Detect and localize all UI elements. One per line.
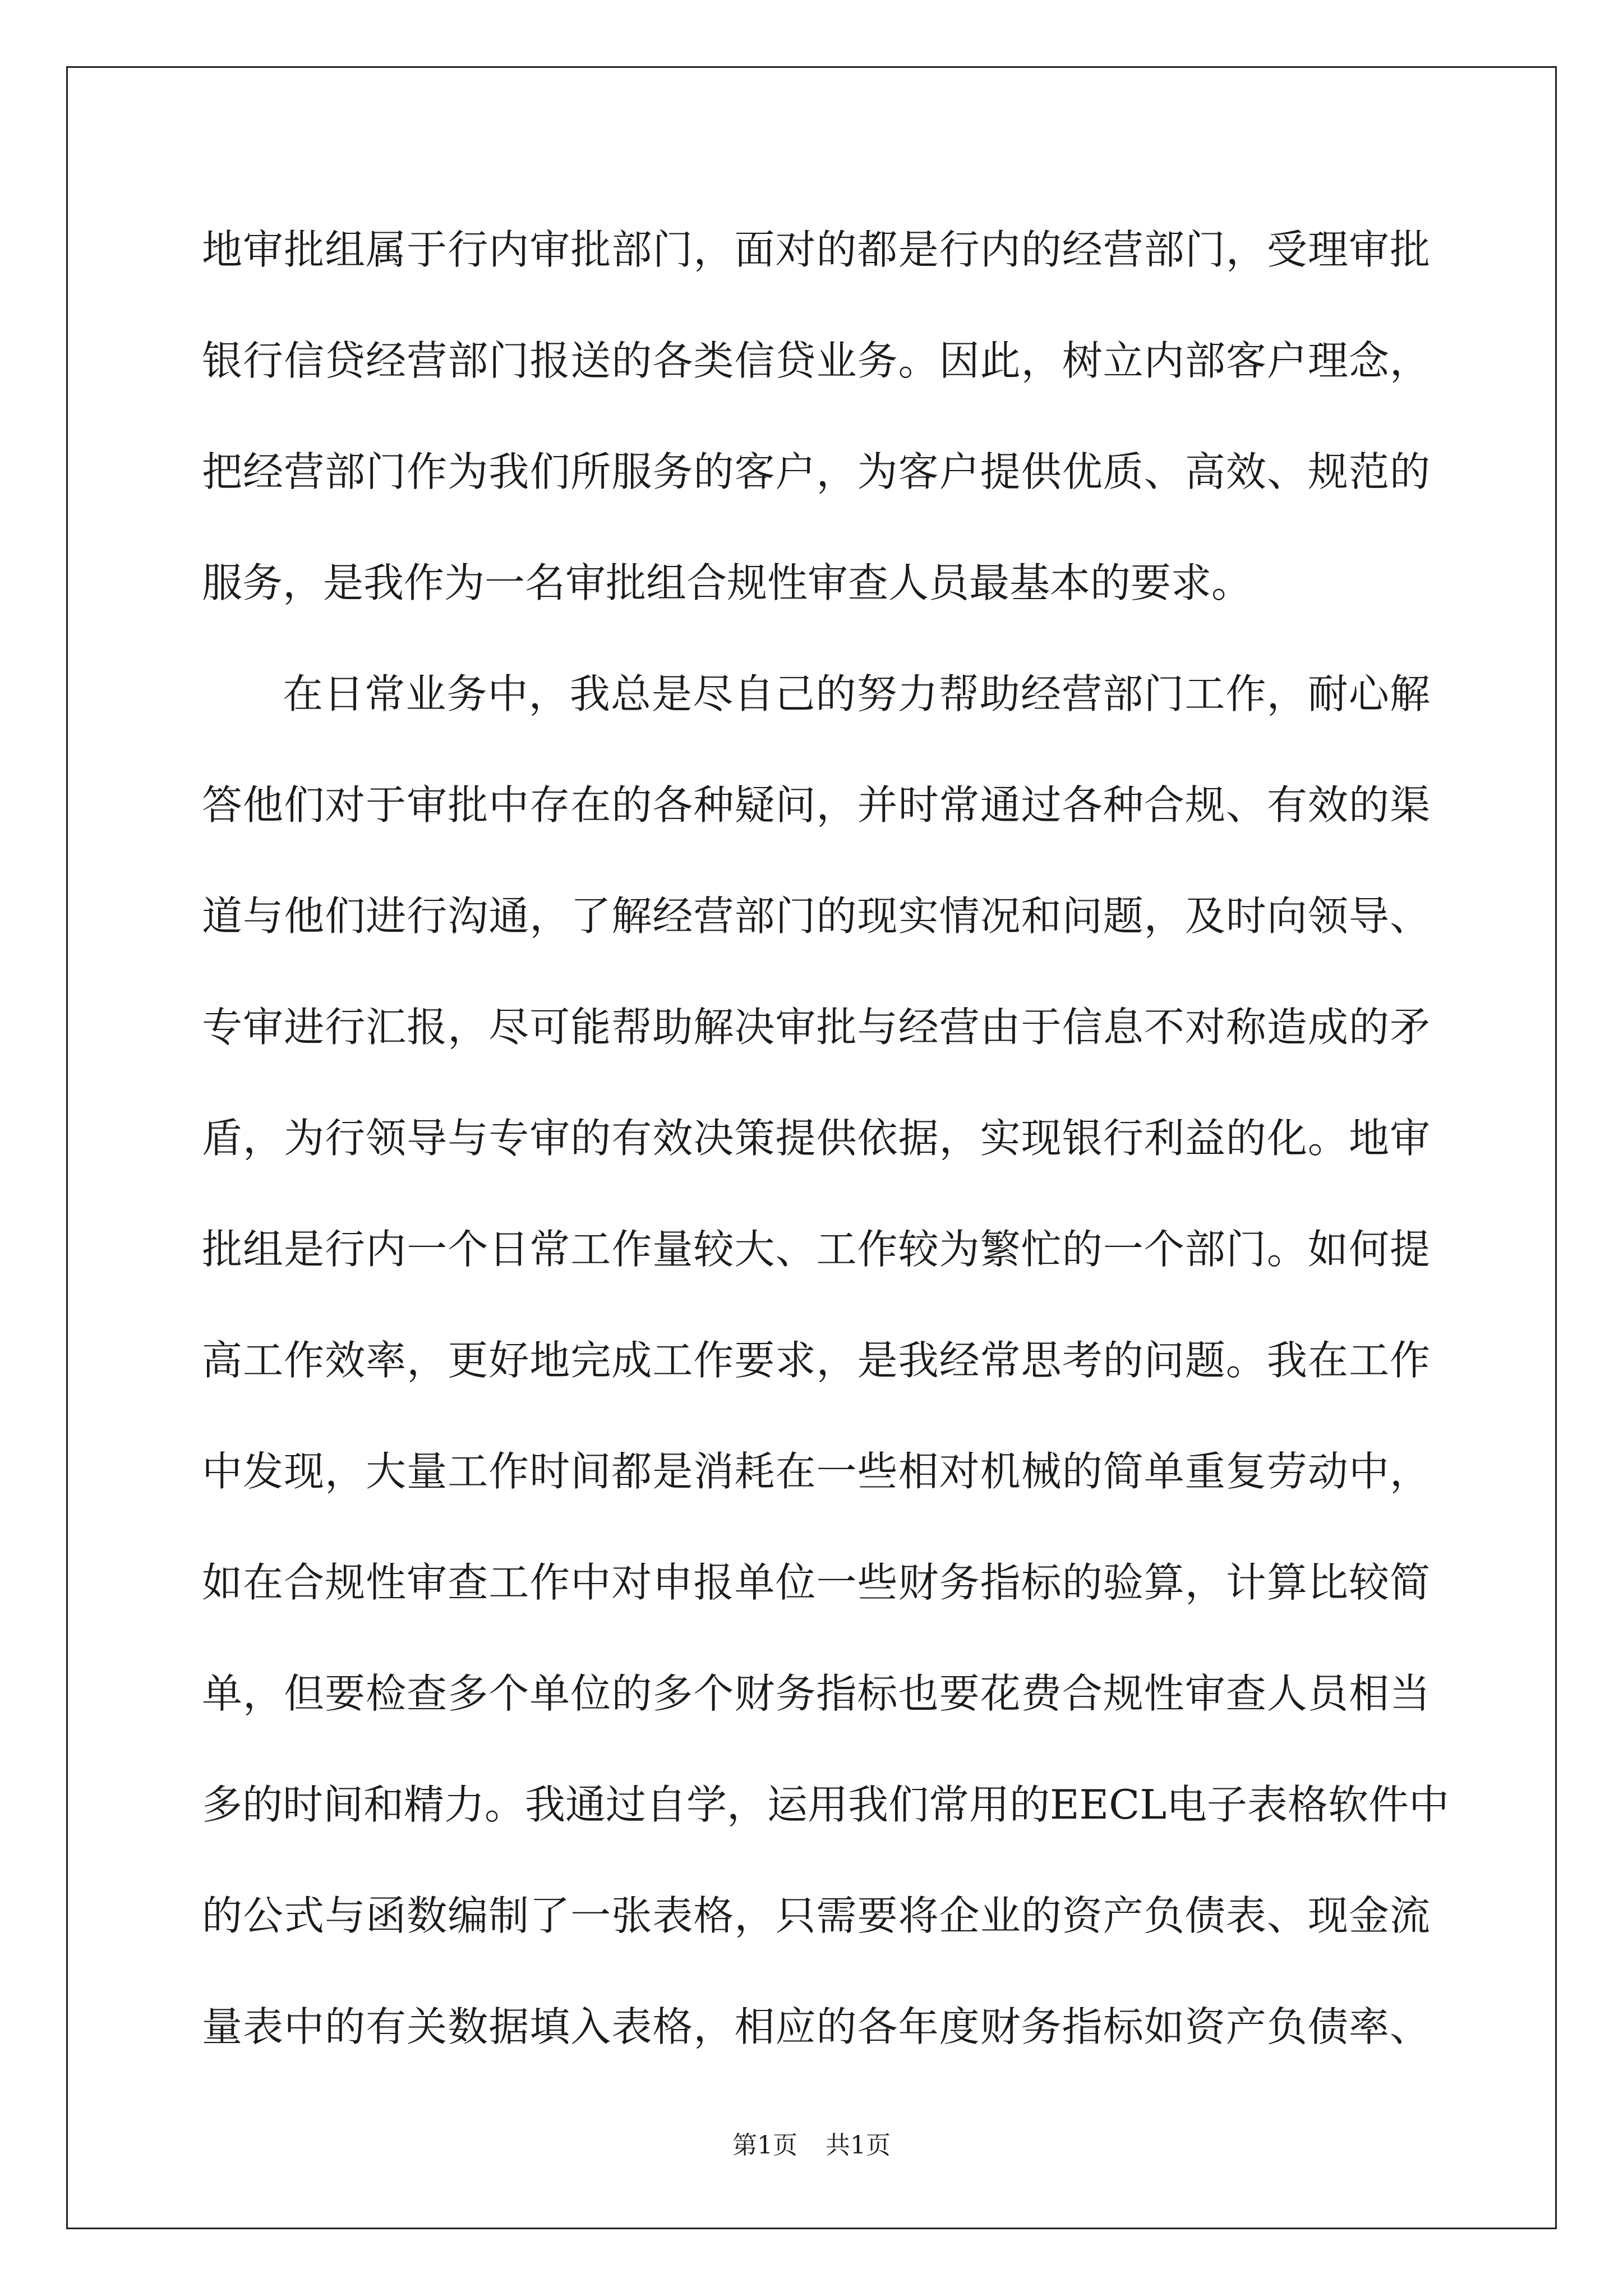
- text-line: 如在合规性审查工作中对申报单位一些财务指标的验算，计算比较简: [202, 1559, 1430, 1606]
- page-number: 第1页: [732, 2131, 797, 2160]
- text-line: 盾，为行领导与专审的有效决策提供依据，实现银行利益的化。地审: [202, 1115, 1430, 1162]
- text-line: 把经营部门作为我们所服务的客户，为客户提供优质、高效、规范的: [202, 448, 1430, 495]
- page-total: 共1页: [826, 2131, 891, 2160]
- text-line: 答他们对于审批中存在的各种疑问，并时常通过各种合规、有效的渠: [202, 781, 1430, 829]
- text-line: 服务，是我作为一名审批组合规性审查人员最基本的要求。: [202, 559, 1252, 606]
- text-line: 单，但要检查多个单位的多个财务指标也要花费合规性审查人员相当: [202, 1670, 1430, 1717]
- text-line: 高工作效率，更好地完成工作要求，是我经常思考的问题。我在工作: [202, 1337, 1430, 1384]
- text-line: 专审进行汇报，尽可能帮助解决审批与经营由于信息不对称造成的矛: [202, 1004, 1430, 1051]
- text-line: 的公式与函数编制了一张表格，只需要将企业的资产负债表、现金流: [202, 1892, 1430, 1939]
- paragraph-first-line: 在日常业务中，我总是尽自己的努力帮助经营部门工作，耐心解: [283, 670, 1430, 717]
- text-line: 中发现，大量工作时间都是消耗在一些相对机械的简单重复劳动中，: [202, 1448, 1430, 1495]
- page-footer: [0, 2129, 1623, 2162]
- text-line: 批组是行内一个日常工作量较大、工作较为繁忙的一个部门。如何提: [202, 1226, 1430, 1273]
- text-line: 道与他们进行沟通，了解经营部门的现实情况和问题，及时向领导、: [202, 892, 1430, 940]
- text-line: 量表中的有关数据填入表格，相应的各年度财务指标如资产负债率、: [202, 2003, 1430, 2050]
- text-line: 地审批组属于行内审批部门，面对的都是行内的经营部门，受理审批: [202, 226, 1430, 273]
- text-line: 多的时间和精力。我通过自学，运用我们常用的EECL电子表格软件中: [202, 1781, 1450, 1828]
- text-line: 银行信贷经营部门报送的各类信贷业务。因此，树立内部客户理念，: [202, 337, 1430, 384]
